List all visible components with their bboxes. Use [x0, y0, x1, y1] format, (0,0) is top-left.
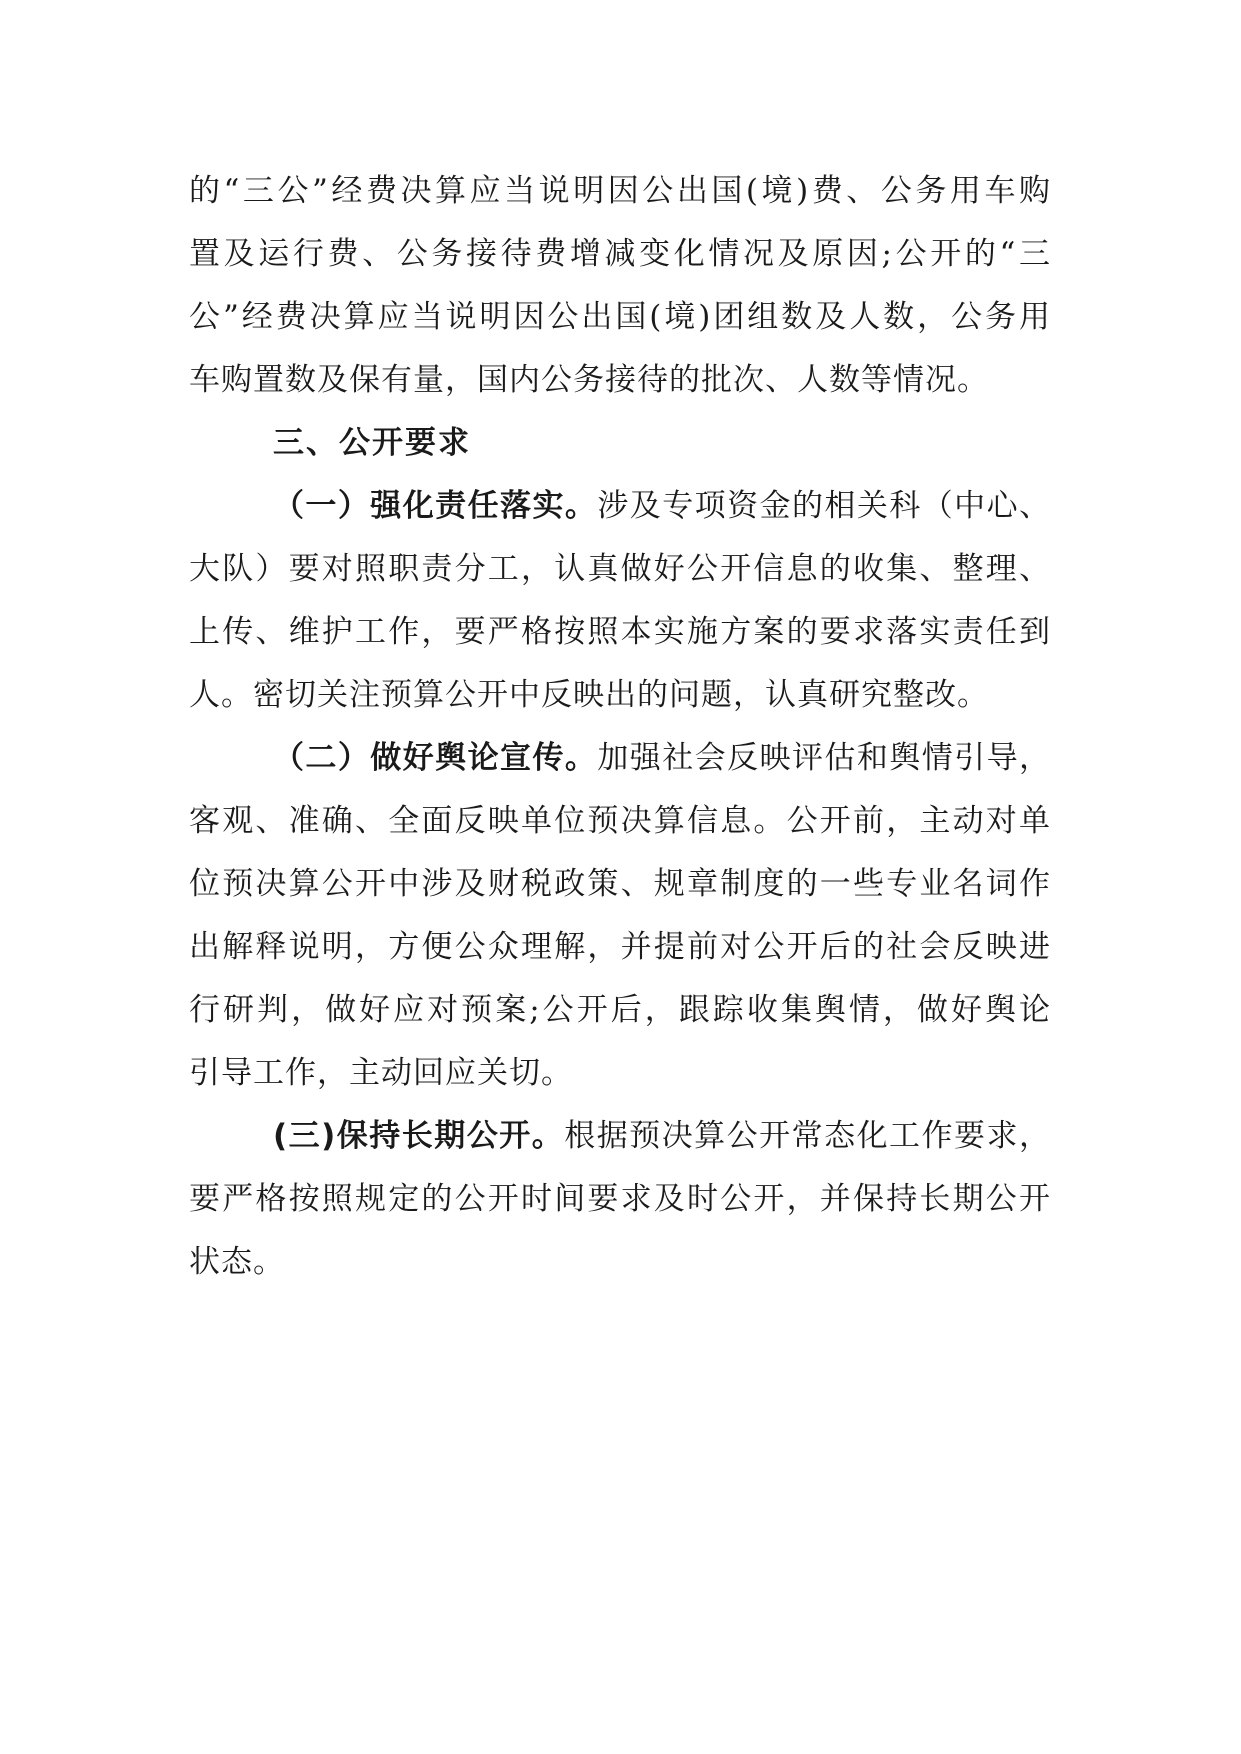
text-line: 状态。	[189, 1244, 285, 1280]
text-line: 大队）要对照职责分工，认真做好公开信息的收集、整理、	[189, 551, 1051, 587]
text-line: 人。密切关注预算公开中反映出的问题，认真研究整改。	[189, 677, 989, 713]
document-body	[189, 160, 1051, 1294]
paragraph-sangong-explanation	[189, 160, 1051, 412]
item-lead-title: （一）强化责任落实。	[273, 488, 598, 524]
text-line: 车购置数及保有量，国内公务接待的批次、人数等情况。	[189, 362, 989, 398]
item-lead-title: （二）做好舆论宣传。	[273, 740, 598, 776]
text-line: 引导工作，主动回应关切。	[189, 1055, 573, 1091]
text-line	[189, 1105, 1051, 1168]
text-line: 要严格按照规定的公开时间要求及时公开，并保持长期公开	[189, 1181, 1051, 1217]
item-text: 根据预决算公开常态化工作要求，	[564, 1118, 1051, 1154]
paragraph-item-3	[189, 1105, 1051, 1294]
item-text: 涉及专项资金的相关科（中心、	[597, 488, 1051, 524]
paragraph-item-2	[189, 727, 1051, 1105]
text-line	[189, 727, 1051, 790]
text-line	[189, 475, 1051, 538]
text-line: 公”经费决算应当说明因公出国(境)团组数及人数，公务用	[189, 299, 1051, 335]
section-heading: 三、公开要求	[273, 425, 471, 461]
item-text: 加强社会反映评估和舆情引导，	[597, 740, 1051, 776]
text-line: 上传、维护工作，要严格按照本实施方案的要求落实责任到	[189, 614, 1051, 650]
item-lead-title: (三)保持长期公开。	[273, 1118, 565, 1154]
text-line: 置及运行费、公务接待费增减变化情况及原因;公开的“三	[189, 236, 1051, 272]
text-line: 位预决算公开中涉及财税政策、规章制度的一些专业名词作	[189, 866, 1051, 902]
paragraph-item-1	[189, 475, 1051, 727]
text-line: 客观、准确、全面反映单位预决算信息。公开前，主动对单	[189, 803, 1051, 839]
text-line: 出解释说明，方便公众理解，并提前对公开后的社会反映进	[189, 929, 1051, 965]
text-line: 行研判，做好应对预案;公开后，跟踪收集舆情，做好舆论	[189, 992, 1051, 1028]
text-line: 的“三公”经费决算应当说明因公出国(境)费、公务用车购	[189, 173, 1051, 209]
